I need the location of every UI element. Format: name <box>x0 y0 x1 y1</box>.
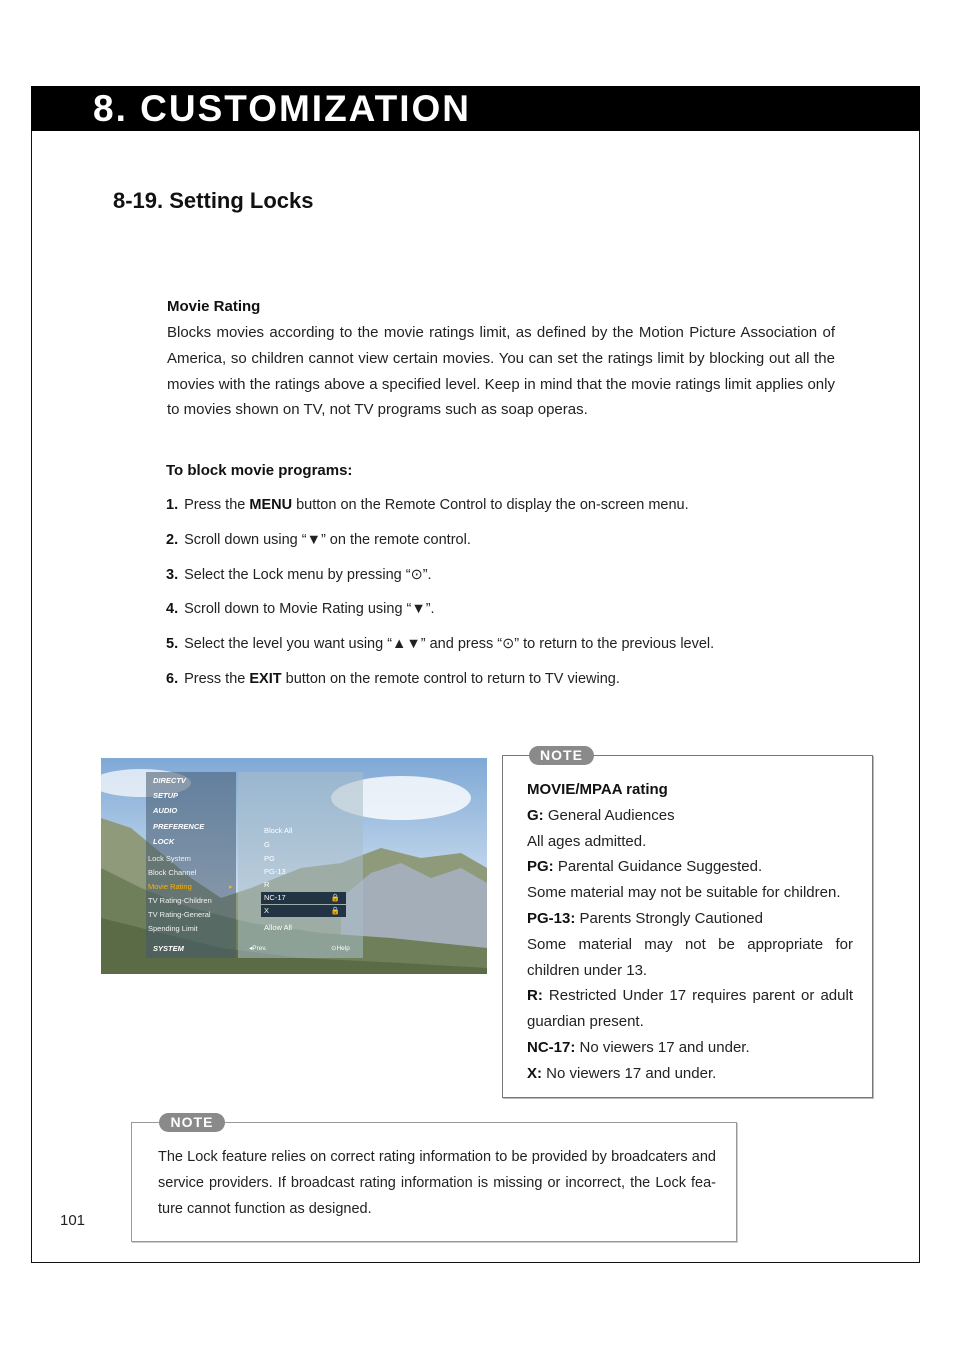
menu-item-setup[interactable]: SETUP <box>153 791 179 800</box>
osd-rating-panel <box>238 772 363 958</box>
ratings-note-title: MOVIE/MPAA rating <box>527 781 668 798</box>
exit-button-label: EXIT <box>249 670 282 687</box>
rating-x: X: No viewers 17 and under. <box>527 1064 717 1082</box>
osd-prev-hint: ◂Prev. <box>249 945 267 952</box>
note-badge: NOTE <box>529 746 594 765</box>
step-item: 5. Select the level you want using “▲▼” and press “⊙” to return to the previous level. <box>166 636 715 653</box>
menu-item-directv[interactable]: DIRECTV <box>153 776 186 785</box>
step-item: 1. Press the MENU button on the Remote Control to display the on-screen menu. <box>166 497 689 513</box>
rating-pg-desc: Some material may not be suitable for children. <box>527 884 841 902</box>
page-number: 101 <box>60 1212 86 1229</box>
step-item: 3. Select the Lock menu by pressing “⊙”. <box>166 566 432 583</box>
rating-pg13: PG-13: Parents Strongly Cautioned <box>527 909 763 927</box>
step-item: 2. Scroll down using “▼” on the remote control. <box>166 531 471 548</box>
lock-icon: 🔒 <box>330 906 340 915</box>
menu-button-label: MENU <box>249 497 293 513</box>
movie-rating-heading: Movie Rating <box>167 298 261 315</box>
rating-pg: PG: Parental Guidance Suggested. <box>527 858 763 876</box>
menu-item-lock[interactable]: LOCK <box>153 837 175 846</box>
menu-item-audio[interactable]: AUDIO <box>153 806 178 815</box>
rating-r: R: Restricted Under 17 requires parent or adult guardian present. <box>527 987 853 1031</box>
rating-option-x[interactable]: X 🔒 <box>261 905 346 917</box>
rating-option-g[interactable]: G <box>264 840 270 849</box>
menu-item-preference[interactable]: PREFERENCE <box>153 822 205 831</box>
step-item: 4. Scroll down to Movie Rating using “▼”. <box>166 601 435 618</box>
submenu-movie-rating[interactable]: Movie Rating <box>148 882 192 891</box>
rating-option-pg13[interactable]: PG-13 <box>264 867 286 876</box>
chapter-header <box>31 86 920 131</box>
lock-note-text: The Lock feature relies on correct rating information to be provided by broadcaters and service providers. If broadcast rating information is missing or incorrect, the Lock fea-ture cannot function as designed. <box>158 1149 716 1217</box>
rating-option-allow-all[interactable]: Allow All <box>264 923 292 932</box>
menu-item-system[interactable]: SYSTEM <box>153 944 184 953</box>
rating-nc17: NC-17: No viewers 17 and under. <box>527 1038 750 1056</box>
section-title: 8-19. Setting Locks <box>113 188 314 213</box>
submenu-tv-rating-children[interactable]: TV Rating-Children <box>148 896 212 905</box>
rating-option-block-all[interactable]: Block All <box>264 826 293 835</box>
rating-g-desc: All ages admitted. <box>527 832 647 850</box>
submenu-spending-limit[interactable]: Spending Limit <box>148 924 198 933</box>
rating-option-nc17[interactable]: NC-17 🔒 <box>261 892 346 904</box>
tv-menu-screenshot <box>101 758 487 974</box>
chapter-title: 8. CUSTOMIZATION <box>93 88 472 129</box>
procedure-heading: To block movie programs: <box>166 462 353 479</box>
movie-rating-description: Blocks movies according to the movie ratings limit, as defined by the Motion Picture Association of America, so children cannot view certain movies. You can set the ratings limit by blocking out all the movies with the ratings above a specified level. Keep in mind that the movie ratings limit applies only to movies shown on TV, not TV programs such as soap operas. <box>167 324 835 419</box>
rating-option-pg[interactable]: PG <box>264 854 275 863</box>
procedure-steps <box>166 494 714 703</box>
submenu-block-channel[interactable]: Block Channel <box>148 868 197 877</box>
selected-arrow-icon: ▸ <box>229 882 233 891</box>
rating-pg13-desc: Some material may not be appropriate for children under 13. <box>527 935 853 979</box>
submenu-lock-system[interactable]: Lock System <box>148 854 191 863</box>
submenu-tv-rating-general[interactable]: TV Rating-General <box>148 910 211 919</box>
ratings-note-content <box>527 777 853 1087</box>
lock-icon: 🔒 <box>330 893 340 902</box>
note-badge: NOTE <box>159 1113 225 1132</box>
osd-help-hint: ⊙Help <box>331 945 350 952</box>
step-item: 6. Press the EXIT button on the remote control to return to TV viewing. <box>166 670 620 687</box>
rating-g: G: General Audiences <box>527 806 675 824</box>
rating-option-r[interactable]: R <box>264 880 270 889</box>
